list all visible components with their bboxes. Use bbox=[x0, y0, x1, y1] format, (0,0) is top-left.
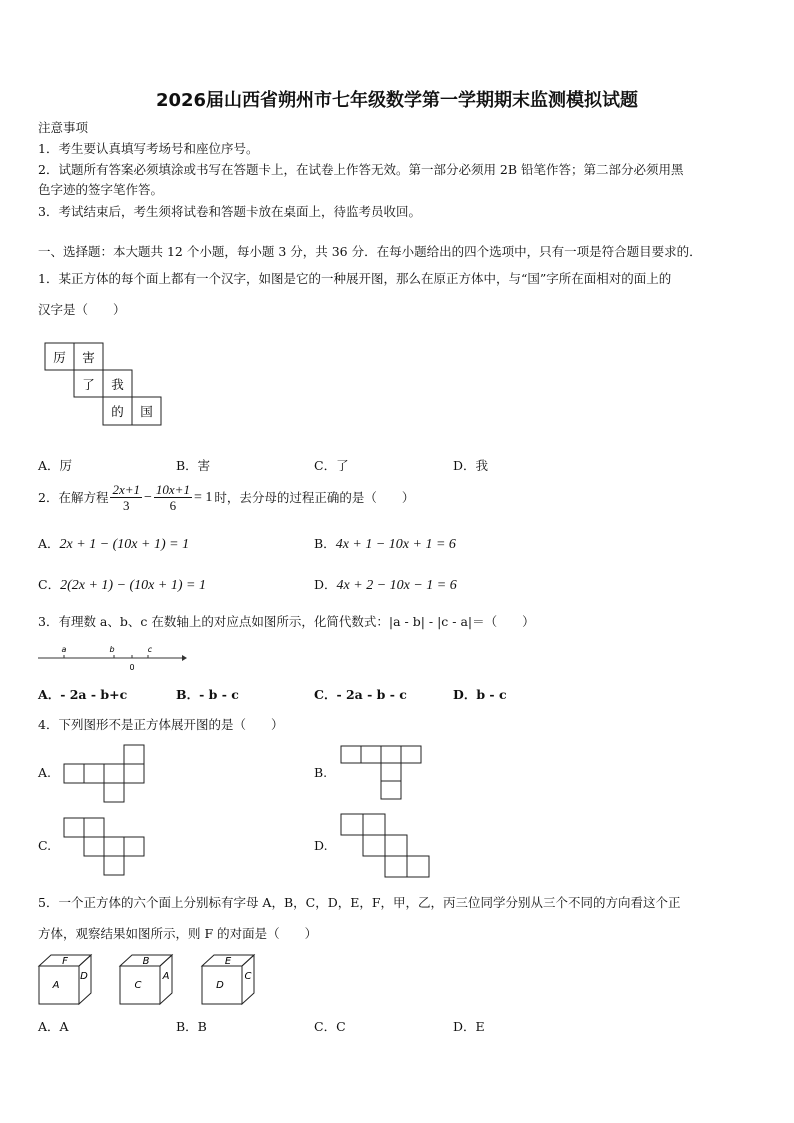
q3-option-a[interactable]: A．- 2a - b+c bbox=[38, 687, 128, 702]
q5-cube-1-front: A bbox=[52, 980, 60, 991]
q1-text-cont: 汉字是（ ） bbox=[38, 302, 126, 317]
q2-option-a-expr: 2x + 1 − (10x + 1) = 1 bbox=[59, 537, 190, 552]
q4-label-c[interactable]: C. bbox=[38, 838, 52, 853]
q2-option-d[interactable] bbox=[314, 576, 457, 595]
q3-option-b[interactable]: B．- b - c bbox=[176, 687, 239, 702]
axis-label-zero: 0 bbox=[129, 663, 135, 672]
q2-option-c-label: C． bbox=[38, 577, 61, 592]
q4-figure-d[interactable] bbox=[340, 813, 434, 879]
page-title: 2026届山西省朔州市七年级数学第一学期期末监测模拟试题 bbox=[155, 90, 639, 111]
q3-option-d[interactable]: D．b - c bbox=[453, 687, 507, 702]
q5-cube-2-top: B bbox=[142, 956, 150, 967]
axis-label-b: b bbox=[109, 645, 115, 654]
q1-option-b[interactable]: B．害 bbox=[176, 458, 211, 473]
notes-item-3: 3．考试结束后，考生须将试卷和答题卡放在桌面上，待监考员收回。 bbox=[38, 204, 421, 219]
axis-label-c: c bbox=[147, 645, 153, 654]
q5-option-d[interactable]: D．E bbox=[453, 1019, 485, 1034]
q2-frac2-den: 6 bbox=[169, 498, 177, 513]
q1-cell-3: 了 bbox=[82, 377, 95, 392]
q5-cube-1-side: D bbox=[80, 971, 88, 982]
q4-label-b[interactable]: B. bbox=[314, 765, 328, 780]
q2-option-c-expr: 2(2x + 1) − (10x + 1) = 1 bbox=[60, 578, 206, 593]
q4-figure-a[interactable] bbox=[63, 744, 147, 804]
axis-label-a: a bbox=[61, 645, 67, 654]
q2-option-d-label: D． bbox=[314, 577, 337, 592]
q2-option-c[interactable] bbox=[38, 576, 206, 595]
q1-option-a[interactable]: A．厉 bbox=[38, 458, 73, 473]
notes-item-2: 2．试题所有答案必须填涂或书写在答题卡上，在试卷上作答无效。第一部分必须用 2B 铅笔作答；第二部分必须用黑 bbox=[38, 162, 684, 177]
q5-cube-2-front: C bbox=[134, 980, 142, 991]
q4-label-a[interactable]: A. bbox=[38, 765, 52, 780]
q2-frac1-num: 2x+1 bbox=[112, 482, 140, 497]
section-heading: 一、选择题：本大题共 12 个小题，每小题 3 分，共 36 分．在每小题给出的四个选项中，只有一项是符合题目要求的． bbox=[38, 244, 702, 259]
q1-cell-6: 国 bbox=[140, 404, 153, 419]
q2-fraction-2 bbox=[154, 482, 192, 513]
q2-option-b-expr: 4x + 1 − 10x + 1 = 6 bbox=[335, 537, 456, 552]
q2-frac1-den: 3 bbox=[122, 498, 130, 513]
q1-option-d[interactable]: D．我 bbox=[453, 458, 489, 473]
q2-fraction-1 bbox=[110, 482, 142, 513]
q5-text: 5．一个正方体的六个面上分别标有字母 A，B，C，D，E，F，甲，乙，丙三位同学分别从三个不同的方向看这个正 bbox=[38, 895, 681, 910]
notes-heading: 注意事项 bbox=[38, 120, 89, 135]
q2-frac2-num: 10x+1 bbox=[155, 482, 190, 497]
notes-item-2-cont: 色字迹的签字笔作答。 bbox=[38, 182, 164, 197]
q5-cube-3-top: E bbox=[224, 956, 232, 967]
q2-option-d-expr: 4x + 2 − 10x − 1 = 6 bbox=[336, 578, 457, 593]
q2-minus: − bbox=[144, 489, 152, 505]
q5-text-cont: 方体，观察结果如图所示，则 F 的对面是（ ） bbox=[38, 926, 318, 941]
q1-cell-2: 害 bbox=[82, 350, 95, 365]
q5-cube-2-side: A bbox=[162, 971, 170, 982]
q4-figure-c[interactable] bbox=[63, 817, 147, 877]
q4-text: 4．下列图形不是正方体展开图的是（ ） bbox=[38, 717, 284, 732]
q1-cell-4: 我 bbox=[111, 377, 124, 392]
q1-cell-5: 的 bbox=[111, 404, 124, 419]
q2-option-b-label: B． bbox=[314, 536, 336, 551]
q3-number-line bbox=[36, 642, 188, 672]
q2-option-a-label: A． bbox=[38, 536, 60, 551]
q5-cube-3-front: D bbox=[216, 980, 224, 991]
q3-option-c[interactable]: C．- 2a - b - c bbox=[314, 687, 407, 702]
q5-option-b[interactable]: B．B bbox=[176, 1019, 207, 1034]
q4-figure-b[interactable] bbox=[340, 745, 424, 801]
q1-cube-net bbox=[44, 340, 164, 432]
q2-prefix: 2．在解方程 bbox=[38, 489, 109, 505]
q2-option-b[interactable] bbox=[314, 535, 456, 554]
q5-option-c[interactable]: C．C bbox=[314, 1019, 346, 1034]
notes-item-1: 1．考生要认真填写考场号和座位序号。 bbox=[38, 141, 259, 156]
q4-label-d[interactable]: D. bbox=[314, 838, 328, 853]
q2-equals: = 1 bbox=[193, 489, 213, 505]
q5-cube-3-side: C bbox=[244, 971, 252, 982]
q2-option-a[interactable] bbox=[38, 535, 189, 554]
q2-suffix: 时，去分母的过程正确的是（ ） bbox=[214, 489, 415, 505]
q5-cube-views bbox=[36, 952, 256, 1008]
q1-text: 1．某正方体的每个面上都有一个汉字，如图是它的一种展开图，那么在原正方体中，与“国”字所在面相对的面上的 bbox=[38, 271, 672, 286]
q3-text: 3．有理数 a、b、c 在数轴上的对应点如图所示，化简代数式：|a - b| - |c - a|＝（ ） bbox=[38, 614, 535, 629]
q1-option-c[interactable]: C．了 bbox=[314, 458, 349, 473]
q2-text bbox=[38, 482, 414, 513]
q5-cube-1-top: F bbox=[62, 956, 68, 967]
q5-option-a[interactable]: A．A bbox=[38, 1019, 69, 1034]
q1-cell-1: 厉 bbox=[53, 350, 66, 365]
